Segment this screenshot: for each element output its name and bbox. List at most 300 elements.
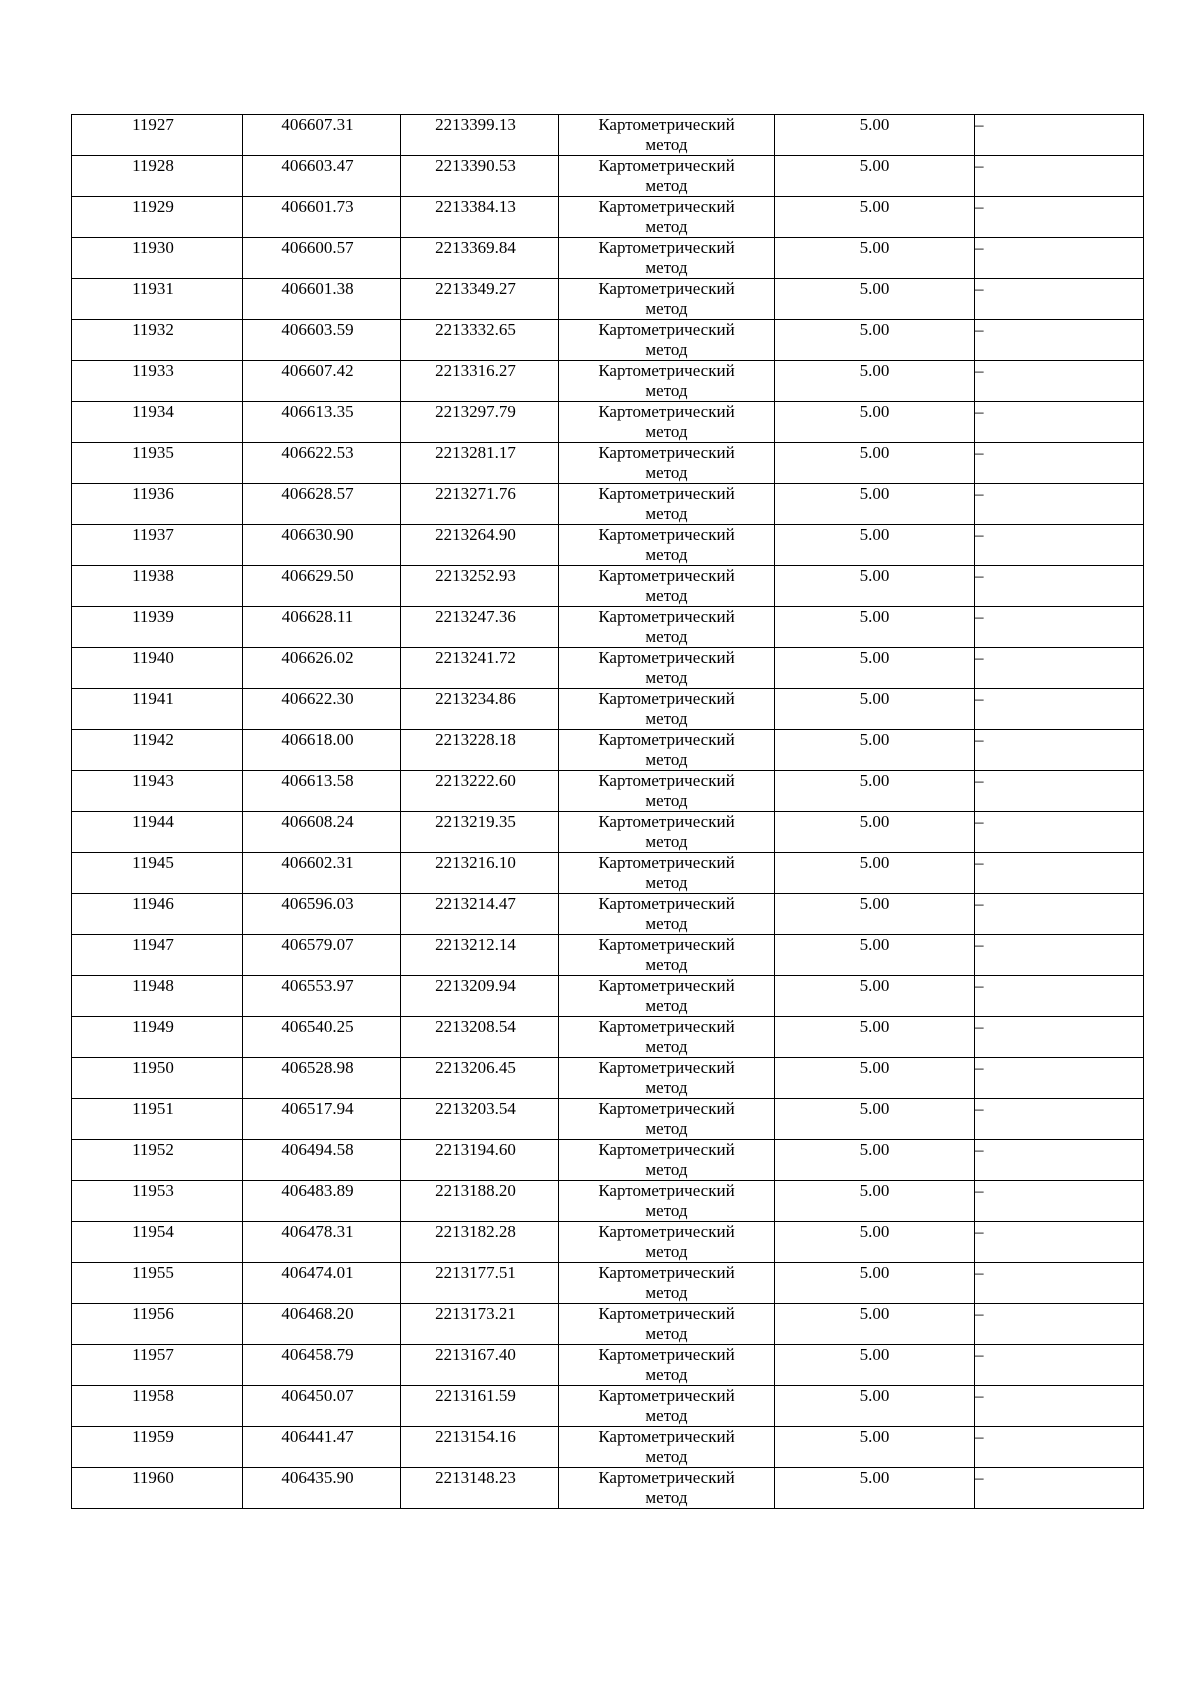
note-cell <box>975 443 1144 484</box>
point-number-cell <box>72 320 243 361</box>
accuracy-cell <box>775 361 975 402</box>
accuracy-cell <box>775 443 975 484</box>
accuracy-value: 5.00 <box>859 730 890 749</box>
method-line-1: Картометрический <box>598 771 735 790</box>
method-line-2: метод <box>645 1201 688 1220</box>
accuracy-cell <box>775 1181 975 1222</box>
y-coordinate-cell <box>401 1304 559 1345</box>
point-number-cell <box>72 525 243 566</box>
table-row <box>72 1263 1144 1304</box>
y-coordinate: 2213208.54 <box>435 1017 516 1036</box>
y-coordinate: 2213271.76 <box>435 484 516 503</box>
note-cell <box>975 648 1144 689</box>
method-cell <box>559 1181 775 1222</box>
point-number-cell <box>72 1099 243 1140</box>
x-coordinate: 406468.20 <box>281 1304 354 1323</box>
method-cell <box>559 648 775 689</box>
table-row <box>72 1181 1144 1222</box>
x-coordinate-cell <box>243 156 401 197</box>
method-line-1: Картометрический <box>598 566 735 585</box>
table-row <box>72 320 1144 361</box>
x-coordinate: 406613.58 <box>281 771 354 790</box>
accuracy-cell <box>775 115 975 156</box>
note-cell <box>975 197 1144 238</box>
note-cell <box>975 1386 1144 1427</box>
method-cell <box>559 1058 775 1099</box>
note-value: – <box>975 484 984 503</box>
accuracy-cell <box>775 1304 975 1345</box>
method-line-1: Картометрический <box>598 115 735 134</box>
point-number-cell <box>72 402 243 443</box>
method-line-2: метод <box>645 750 688 769</box>
y-coordinate-cell <box>401 1140 559 1181</box>
accuracy-cell <box>775 1345 975 1386</box>
note-value: – <box>975 771 984 790</box>
note-cell <box>975 853 1144 894</box>
point-number: 11939 <box>132 607 174 626</box>
table-row <box>72 156 1144 197</box>
method-line-1: Картометрический <box>598 689 735 708</box>
y-coordinate-cell <box>401 443 559 484</box>
note-value: – <box>975 525 984 544</box>
accuracy-value: 5.00 <box>859 525 890 544</box>
accuracy-cell <box>775 1468 975 1509</box>
y-coordinate-cell <box>401 525 559 566</box>
x-coordinate-cell <box>243 1427 401 1468</box>
table-row <box>72 771 1144 812</box>
method-cell <box>559 156 775 197</box>
note-value: – <box>975 1263 984 1282</box>
accuracy-value: 5.00 <box>859 853 890 872</box>
method-line-2: метод <box>645 996 688 1015</box>
y-coordinate: 2213167.40 <box>435 1345 516 1364</box>
note-value: – <box>975 1427 984 1446</box>
method-line-2: метод <box>645 627 688 646</box>
point-number: 11959 <box>132 1427 174 1446</box>
note-value: – <box>975 197 984 216</box>
point-number-cell <box>72 1345 243 1386</box>
note-value: – <box>975 976 984 995</box>
note-cell <box>975 115 1144 156</box>
method-cell <box>559 525 775 566</box>
method-line-1: Картометрический <box>598 607 735 626</box>
point-number-cell <box>72 1263 243 1304</box>
x-coordinate-cell <box>243 566 401 607</box>
point-number: 11927 <box>132 115 174 134</box>
point-number-cell <box>72 730 243 771</box>
x-coordinate-cell <box>243 1468 401 1509</box>
table-row <box>72 1427 1144 1468</box>
coordinates-table-body <box>72 115 1144 1509</box>
y-coordinate-cell <box>401 689 559 730</box>
table-row <box>72 1017 1144 1058</box>
point-number-cell <box>72 976 243 1017</box>
method-line-2: метод <box>645 1488 688 1507</box>
table-row <box>72 894 1144 935</box>
table-row <box>72 279 1144 320</box>
accuracy-cell <box>775 1140 975 1181</box>
accuracy-cell <box>775 648 975 689</box>
accuracy-cell <box>775 320 975 361</box>
y-coordinate: 2213228.18 <box>435 730 516 749</box>
point-number-cell <box>72 935 243 976</box>
method-line-1: Картометрический <box>598 525 735 544</box>
y-coordinate-cell <box>401 1181 559 1222</box>
note-cell <box>975 320 1144 361</box>
note-cell <box>975 1099 1144 1140</box>
accuracy-cell <box>775 566 975 607</box>
y-coordinate-cell <box>401 1263 559 1304</box>
accuracy-cell <box>775 689 975 730</box>
x-coordinate: 406517.94 <box>281 1099 354 1118</box>
y-coordinate: 2213219.35 <box>435 812 516 831</box>
note-cell <box>975 976 1144 1017</box>
point-number-cell <box>72 607 243 648</box>
accuracy-cell <box>775 1427 975 1468</box>
point-number: 11954 <box>132 1222 174 1241</box>
y-coordinate: 2213212.14 <box>435 935 516 954</box>
method-cell <box>559 689 775 730</box>
method-line-1: Картометрический <box>598 1017 735 1036</box>
x-coordinate-cell <box>243 525 401 566</box>
point-number-cell <box>72 894 243 935</box>
y-coordinate-cell <box>401 976 559 1017</box>
table-row <box>72 197 1144 238</box>
x-coordinate-cell <box>243 197 401 238</box>
method-line-1: Картометрический <box>598 320 735 339</box>
accuracy-cell <box>775 1263 975 1304</box>
y-coordinate: 2213369.84 <box>435 238 516 257</box>
accuracy-cell <box>775 812 975 853</box>
point-number: 11937 <box>132 525 174 544</box>
accuracy-cell <box>775 156 975 197</box>
y-coordinate-cell <box>401 730 559 771</box>
method-cell <box>559 566 775 607</box>
y-coordinate: 2213399.13 <box>435 115 516 134</box>
method-cell <box>559 935 775 976</box>
accuracy-value: 5.00 <box>859 1099 890 1118</box>
x-coordinate-cell <box>243 238 401 279</box>
x-coordinate: 406618.00 <box>281 730 354 749</box>
y-coordinate-cell <box>401 1427 559 1468</box>
x-coordinate-cell <box>243 935 401 976</box>
x-coordinate: 406607.31 <box>281 115 354 134</box>
y-coordinate: 2213390.53 <box>435 156 516 175</box>
method-line-2: метод <box>645 668 688 687</box>
point-number-cell <box>72 648 243 689</box>
point-number: 11936 <box>132 484 174 503</box>
accuracy-value: 5.00 <box>859 443 890 462</box>
note-cell <box>975 484 1144 525</box>
y-coordinate: 2213161.59 <box>435 1386 516 1405</box>
method-line-2: метод <box>645 381 688 400</box>
point-number: 11956 <box>132 1304 174 1323</box>
method-line-1: Картометрический <box>598 1386 735 1405</box>
x-coordinate-cell <box>243 1304 401 1345</box>
accuracy-cell <box>775 853 975 894</box>
method-cell <box>559 115 775 156</box>
method-line-2: метод <box>645 545 688 564</box>
point-number: 11953 <box>132 1181 174 1200</box>
accuracy-value: 5.00 <box>859 607 890 626</box>
point-number: 11947 <box>132 935 174 954</box>
method-cell <box>559 976 775 1017</box>
point-number: 11950 <box>132 1058 174 1077</box>
point-number: 11940 <box>132 648 174 667</box>
x-coordinate: 406603.47 <box>281 156 354 175</box>
table-row <box>72 525 1144 566</box>
accuracy-value: 5.00 <box>859 648 890 667</box>
method-cell <box>559 771 775 812</box>
accuracy-value: 5.00 <box>859 1345 890 1364</box>
point-number: 11930 <box>132 238 174 257</box>
y-coordinate: 2213188.20 <box>435 1181 516 1200</box>
method-line-1: Картометрический <box>598 1345 735 1364</box>
note-cell <box>975 1058 1144 1099</box>
method-line-1: Картометрический <box>598 853 735 872</box>
table-row <box>72 238 1144 279</box>
point-number: 11932 <box>132 320 174 339</box>
point-number-cell <box>72 279 243 320</box>
x-coordinate-cell <box>243 1181 401 1222</box>
accuracy-cell <box>775 730 975 771</box>
note-value: – <box>975 1345 984 1364</box>
y-coordinate-cell <box>401 1222 559 1263</box>
note-cell <box>975 156 1144 197</box>
accuracy-value: 5.00 <box>859 361 890 380</box>
note-cell <box>975 689 1144 730</box>
x-coordinate-cell <box>243 812 401 853</box>
x-coordinate: 406435.90 <box>281 1468 354 1487</box>
y-coordinate: 2213252.93 <box>435 566 516 585</box>
x-coordinate: 406613.35 <box>281 402 354 421</box>
table-row <box>72 935 1144 976</box>
note-value: – <box>975 115 984 134</box>
table-row <box>72 730 1144 771</box>
accuracy-value: 5.00 <box>859 197 890 216</box>
method-line-1: Картометрический <box>598 935 735 954</box>
y-coordinate-cell <box>401 1058 559 1099</box>
method-line-1: Картометрический <box>598 812 735 831</box>
note-value: – <box>975 1058 984 1077</box>
accuracy-value: 5.00 <box>859 238 890 257</box>
y-coordinate-cell <box>401 197 559 238</box>
accuracy-value: 5.00 <box>859 1263 890 1282</box>
accuracy-value: 5.00 <box>859 1181 890 1200</box>
y-coordinate: 2213234.86 <box>435 689 516 708</box>
point-number: 11946 <box>132 894 174 913</box>
y-coordinate: 2213241.72 <box>435 648 516 667</box>
table-row <box>72 1386 1144 1427</box>
point-number: 11941 <box>132 689 174 708</box>
method-line-1: Картометрический <box>598 197 735 216</box>
note-value: – <box>975 402 984 421</box>
point-number-cell <box>72 443 243 484</box>
point-number-cell <box>72 238 243 279</box>
note-value: – <box>975 1181 984 1200</box>
point-number-cell <box>72 156 243 197</box>
y-coordinate-cell <box>401 1099 559 1140</box>
point-number-cell <box>72 812 243 853</box>
table-row <box>72 1140 1144 1181</box>
point-number: 11943 <box>132 771 174 790</box>
y-coordinate: 2213247.36 <box>435 607 516 626</box>
x-coordinate: 406602.31 <box>281 853 354 872</box>
x-coordinate: 406600.57 <box>281 238 354 257</box>
method-cell <box>559 1345 775 1386</box>
method-cell <box>559 279 775 320</box>
note-value: – <box>975 156 984 175</box>
accuracy-value: 5.00 <box>859 1222 890 1241</box>
table-row <box>72 1304 1144 1345</box>
accuracy-cell <box>775 238 975 279</box>
note-cell <box>975 935 1144 976</box>
method-line-1: Картометрический <box>598 1140 735 1159</box>
method-line-2: метод <box>645 1119 688 1138</box>
point-number: 11944 <box>132 812 174 831</box>
note-cell <box>975 1181 1144 1222</box>
x-coordinate: 406630.90 <box>281 525 354 544</box>
note-cell <box>975 1017 1144 1058</box>
point-number: 11958 <box>132 1386 174 1405</box>
table-row <box>72 1058 1144 1099</box>
accuracy-cell <box>775 771 975 812</box>
y-coordinate: 2213203.54 <box>435 1099 516 1118</box>
accuracy-value: 5.00 <box>859 1468 890 1487</box>
x-coordinate: 406553.97 <box>281 976 354 995</box>
y-coordinate: 2213214.47 <box>435 894 516 913</box>
method-line-2: метод <box>645 217 688 236</box>
y-coordinate: 2213209.94 <box>435 976 516 995</box>
note-cell <box>975 238 1144 279</box>
y-coordinate-cell <box>401 648 559 689</box>
note-value: – <box>975 1304 984 1323</box>
x-coordinate: 406603.59 <box>281 320 354 339</box>
note-value: – <box>975 443 984 462</box>
x-coordinate: 406622.30 <box>281 689 354 708</box>
note-value: – <box>975 607 984 626</box>
point-number: 11928 <box>132 156 174 175</box>
point-number-cell <box>72 566 243 607</box>
x-coordinate-cell <box>243 1058 401 1099</box>
method-cell <box>559 443 775 484</box>
y-coordinate: 2213349.27 <box>435 279 516 298</box>
x-coordinate: 406626.02 <box>281 648 354 667</box>
method-line-1: Картометрический <box>598 443 735 462</box>
y-coordinate-cell <box>401 156 559 197</box>
x-coordinate: 406596.03 <box>281 894 354 913</box>
y-coordinate-cell <box>401 361 559 402</box>
y-coordinate-cell <box>401 607 559 648</box>
note-cell <box>975 566 1144 607</box>
note-cell <box>975 894 1144 935</box>
accuracy-value: 5.00 <box>859 1427 890 1446</box>
x-coordinate: 406628.11 <box>281 607 354 626</box>
point-number: 11949 <box>132 1017 174 1036</box>
method-line-1: Картометрический <box>598 361 735 380</box>
table-row <box>72 402 1144 443</box>
method-cell <box>559 1017 775 1058</box>
y-coordinate-cell <box>401 894 559 935</box>
note-value: – <box>975 853 984 872</box>
note-value: – <box>975 648 984 667</box>
point-number: 11957 <box>132 1345 174 1364</box>
y-coordinate-cell <box>401 1345 559 1386</box>
table-row <box>72 1345 1144 1386</box>
method-line-2: метод <box>645 299 688 318</box>
table-row <box>72 976 1144 1017</box>
method-line-1: Картометрический <box>598 1181 735 1200</box>
note-cell <box>975 1140 1144 1181</box>
point-number: 11929 <box>132 197 174 216</box>
y-coordinate: 2213384.13 <box>435 197 516 216</box>
method-line-2: метод <box>645 791 688 810</box>
accuracy-cell <box>775 976 975 1017</box>
accuracy-value: 5.00 <box>859 156 890 175</box>
method-cell <box>559 1222 775 1263</box>
x-coordinate-cell <box>243 1345 401 1386</box>
method-cell <box>559 484 775 525</box>
table-row <box>72 607 1144 648</box>
y-coordinate: 2213216.10 <box>435 853 516 872</box>
x-coordinate: 406607.42 <box>281 361 354 380</box>
method-line-2: метод <box>645 176 688 195</box>
table-row <box>72 689 1144 730</box>
method-line-2: метод <box>645 955 688 974</box>
method-line-1: Картометрический <box>598 1058 735 1077</box>
point-number-cell <box>72 1140 243 1181</box>
accuracy-value: 5.00 <box>859 320 890 339</box>
accuracy-value: 5.00 <box>859 1017 890 1036</box>
x-coordinate-cell <box>243 689 401 730</box>
note-cell <box>975 402 1144 443</box>
x-coordinate-cell <box>243 976 401 1017</box>
x-coordinate: 406628.57 <box>281 484 354 503</box>
accuracy-cell <box>775 484 975 525</box>
point-number-cell <box>72 1058 243 1099</box>
y-coordinate: 2213281.17 <box>435 443 516 462</box>
x-coordinate: 406608.24 <box>281 812 354 831</box>
method-line-1: Картометрический <box>598 1468 735 1487</box>
method-cell <box>559 1468 775 1509</box>
point-number: 11948 <box>132 976 174 995</box>
y-coordinate: 2213332.65 <box>435 320 516 339</box>
method-cell <box>559 361 775 402</box>
note-value: – <box>975 812 984 831</box>
method-cell <box>559 1140 775 1181</box>
y-coordinate: 2213154.16 <box>435 1427 516 1446</box>
y-coordinate-cell <box>401 320 559 361</box>
point-number: 11955 <box>132 1263 174 1282</box>
table-row <box>72 812 1144 853</box>
note-cell <box>975 1304 1144 1345</box>
point-number: 11945 <box>132 853 174 872</box>
note-cell <box>975 525 1144 566</box>
point-number-cell <box>72 1017 243 1058</box>
point-number-cell <box>72 197 243 238</box>
x-coordinate: 406494.58 <box>281 1140 354 1159</box>
accuracy-cell <box>775 894 975 935</box>
x-coordinate-cell <box>243 320 401 361</box>
y-coordinate-cell <box>401 1468 559 1509</box>
x-coordinate-cell <box>243 443 401 484</box>
method-line-1: Картометрический <box>598 1263 735 1282</box>
accuracy-cell <box>775 1017 975 1058</box>
method-line-1: Картометрический <box>598 279 735 298</box>
x-coordinate: 406483.89 <box>281 1181 354 1200</box>
method-line-1: Картометрический <box>598 730 735 749</box>
method-cell <box>559 607 775 648</box>
